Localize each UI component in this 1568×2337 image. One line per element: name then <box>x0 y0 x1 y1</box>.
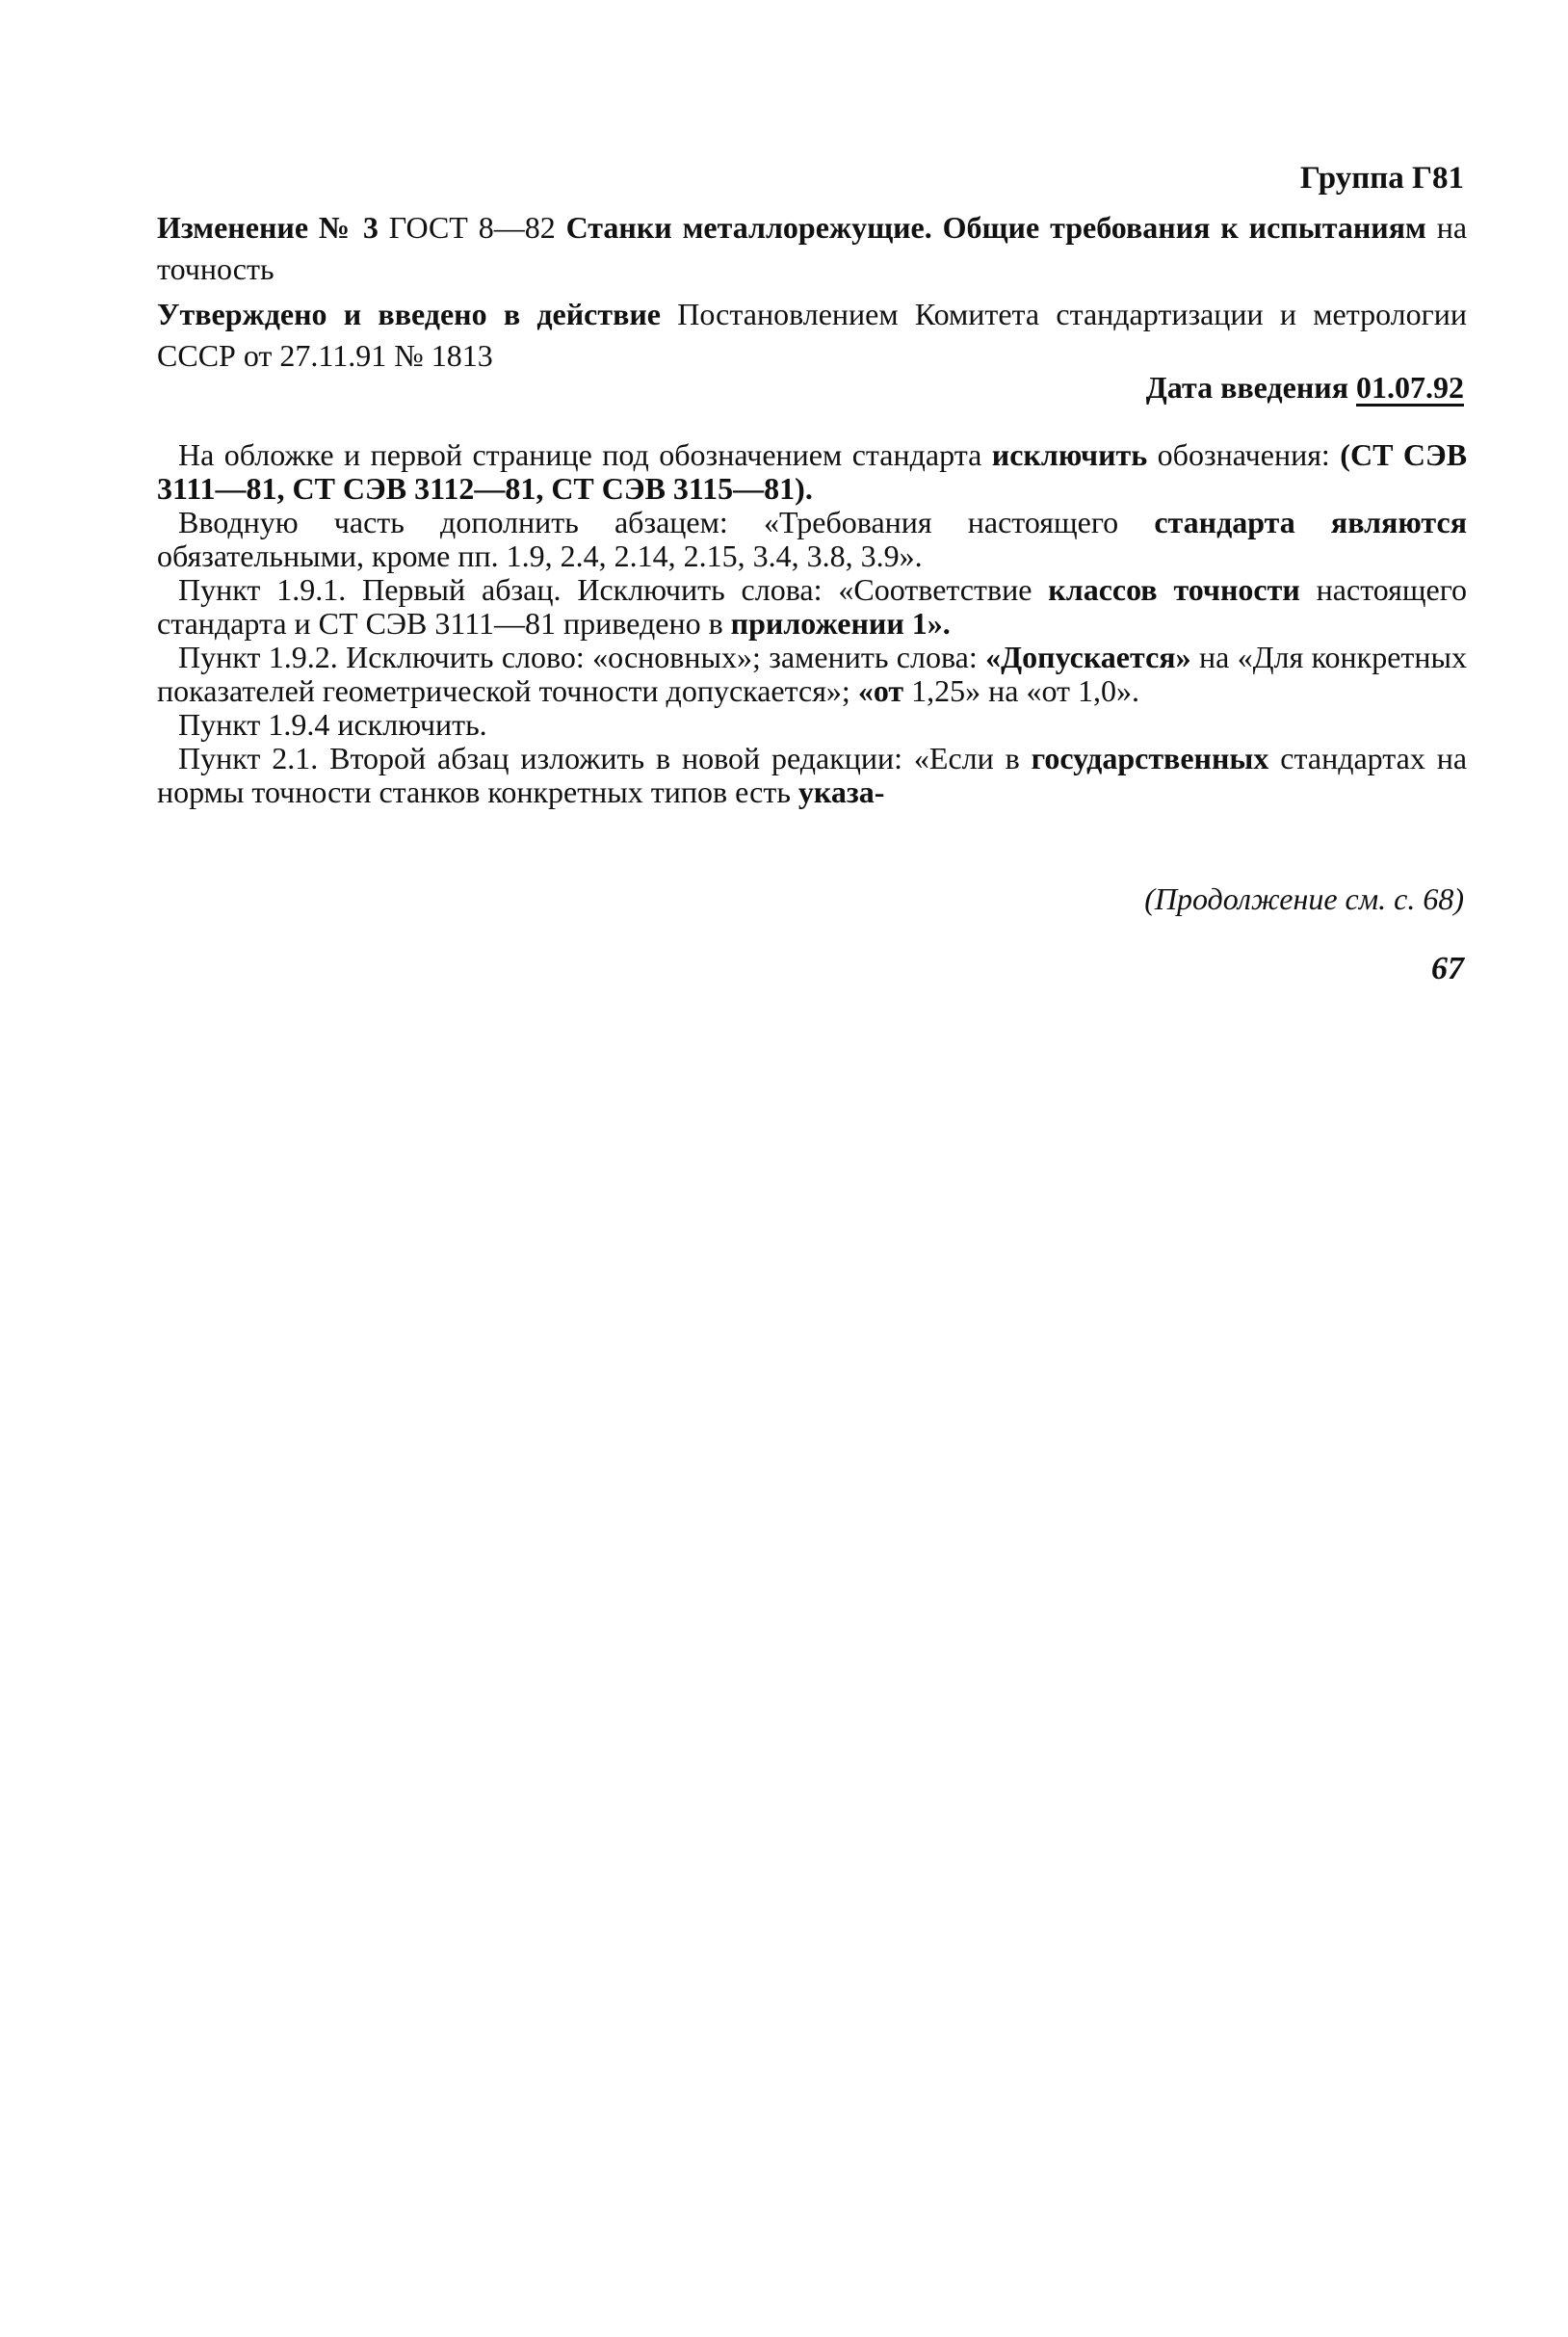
effective-date-label: Дата введения <box>1145 370 1348 405</box>
paragraph-intro <box>157 506 1467 573</box>
p3-text-c: настоящего стандарта и СТ СЭВ 3111—81 приведено в <box>157 572 1468 641</box>
standard-title: Станки металлорежущие. Общие требования к испытаниям <box>565 210 1426 245</box>
paragraph-1-9-2 <box>157 641 1467 708</box>
p3-text-b: классов точности <box>1048 572 1300 607</box>
effective-date <box>867 366 1464 408</box>
continuation-note: (Продолжение см. с. 68) <box>1144 881 1464 916</box>
group-code: Группа Г81 <box>1299 161 1464 196</box>
p4-text-c: на «Для конкретных показателей геометрической точности допускается»; <box>157 640 1468 708</box>
p3-text-d: приложении 1». <box>730 606 951 641</box>
p6-text-a: Пункт 2.1. Второй абзац изложить в новой редакции: «Если в <box>178 741 1020 775</box>
p5-text-a: Пункт 1.9.4 исключить. <box>178 707 487 742</box>
p6-text-c: стандартах на нормы точности станков конкретных типов есть <box>157 741 1468 809</box>
p4-text-a: Пункт 1.9.2. Исключить слово: «основных»; заменить слова: <box>178 640 978 674</box>
p4-text-d: «от <box>857 673 904 708</box>
p1-text-a: На обложке и первой странице под обозначением стандарта <box>178 437 982 472</box>
p2-text-b: стандарта являются <box>1154 505 1468 539</box>
p4-text-e: 1,25» на «от 1,0». <box>911 673 1139 708</box>
p2-text-a: Вводную часть дополнить абзацем: «Требования настоящего <box>178 505 1119 539</box>
p6-text-b: государственных <box>1031 741 1269 775</box>
paragraph-2-1 <box>157 742 1467 809</box>
p1-text-b: исключить <box>991 437 1148 472</box>
p3-text-a: Пункт 1.9.1. Первый абзац. Исключить слова: «Соответствие <box>178 572 1032 607</box>
p6-text-d: указа- <box>797 775 885 809</box>
p1-text-d: (СТ СЭВ 3111—81, СТ СЭВ 3112—81, СТ СЭВ 3115—81). <box>157 437 1468 506</box>
approval-text: Постановлением Комитета стандартизации и метрологии СССР от 27.11.91 № 1813 <box>157 297 1468 373</box>
paragraph-cover <box>157 438 1467 506</box>
body-text <box>157 438 1467 809</box>
approval-label: Утверждено и введено в действие <box>157 297 662 331</box>
approval-statement <box>157 294 1467 377</box>
effective-date-value: 01.07.92 <box>1356 370 1464 405</box>
page-number: 67 <box>1431 951 1464 986</box>
standard-title-rest: на точность <box>157 210 1468 286</box>
paragraph-1-9-1 <box>157 573 1467 641</box>
paragraph-1-9-4 <box>157 708 1467 742</box>
p4-text-b: «Допускается» <box>985 640 1191 674</box>
standard-designation: ГОСТ 8—82 <box>388 210 556 245</box>
p1-text-c: обозначения: <box>1157 437 1330 472</box>
change-title <box>157 207 1467 290</box>
change-number: Изменение № 3 <box>157 210 379 245</box>
p2-text-c: обязательными, кроме пп. 1.9, 2.4, 2.14, 2.15, 3.4, 3.8, 3.9». <box>157 538 923 573</box>
